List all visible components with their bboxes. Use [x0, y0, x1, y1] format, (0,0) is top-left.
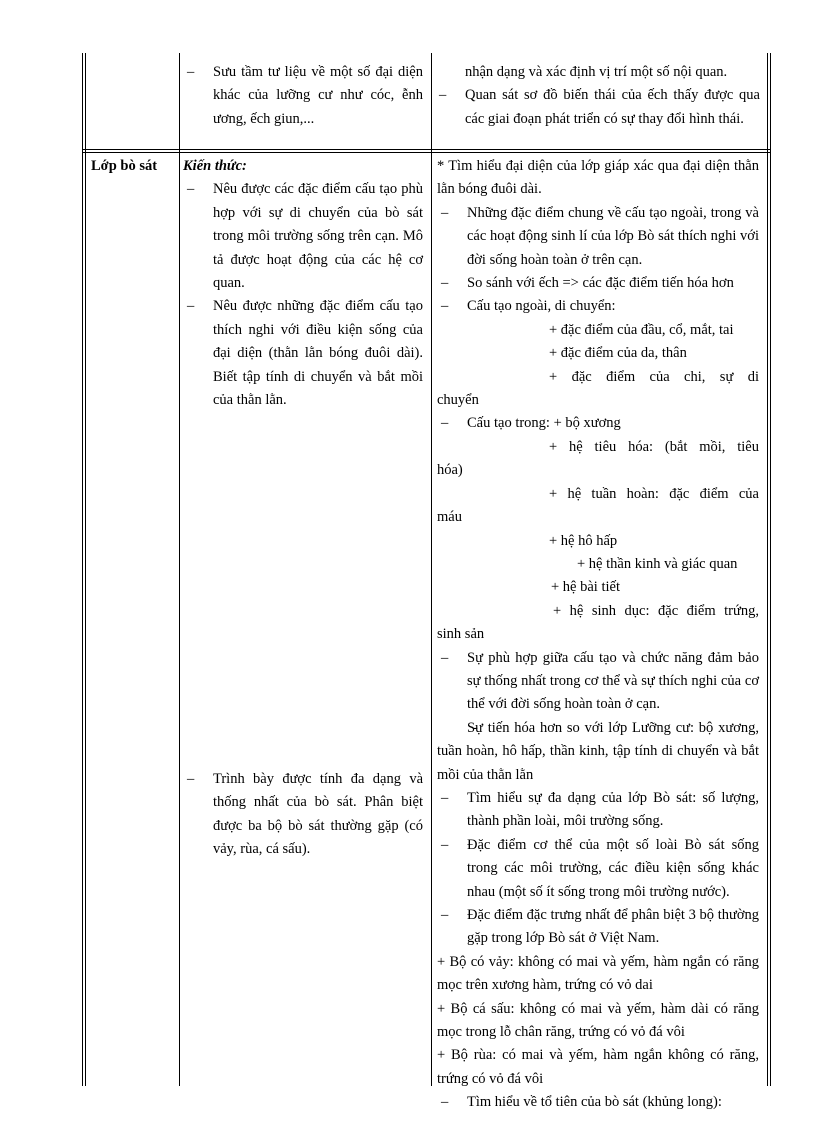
activity-sub-cont: chuyển: [437, 392, 479, 409]
diversity-cell: [183, 768, 423, 862]
activity-item: – Những đặc điểm chung về cấu tạo ngoài, trong và các hoạt động sinh lí của lớp Bò sát thích nghi với đời sống hoàn toàn ở trên cạn.: [437, 202, 759, 272]
activity-item: – So sánh với ếch => các đặc điểm tiến hóa hơn: [437, 272, 759, 295]
table-border-left-inner: [85, 53, 86, 1086]
activity-item: – Cấu tạo ngoài, di chuyển:: [437, 295, 759, 318]
table-border-right-inner: [770, 53, 771, 1086]
activity-sub: + hệ tuần hoàn: đặc điểm của: [549, 485, 759, 502]
top-right-cell: [435, 61, 760, 131]
knowledge-item: – Nêu được các đặc điểm cấu tạo phù hợp với sự di chuyển của bò sát trong môi trường sống trên cạn. Mô tả được hoạt động của các hệ cơ quan.: [183, 178, 423, 295]
table-divider-2: [431, 53, 432, 1086]
activity-item: - Sự tiến hóa hơn so với lớp Lưỡng cư: bộ xương, tuần hoàn, hô hấp, thần kinh, tập tính di chuyển và bắt mồi của thằn lằn: [437, 717, 759, 787]
activity-item: – Sự phù hợp giữa cấu tạo và chức năng đảm bảo sự thống nhất trong cơ thể và sự thích nghi của cơ thể với đời sống hoàn toàn ở cạn.: [437, 647, 759, 717]
top-middle-cell: [183, 61, 423, 131]
activity-sub: + đặc điểm của đầu, cổ, mắt, tai: [549, 321, 734, 338]
activity-item: – Đặc điểm cơ thể của một số loài Bò sát sống trong các môi trường, các điều kiện sống khác nhau (một số ít sống trong môi trường nước).: [437, 834, 759, 904]
table-divider-1: [179, 53, 180, 1086]
activity-sub-cont: máu: [437, 509, 462, 526]
activity-sub: + đặc điểm của chi, sự di: [549, 368, 759, 385]
activity-sub: + hệ bài tiết: [551, 579, 620, 596]
activity-item: – Đặc điểm đặc trưng nhất để phân biệt 3 bộ thường gặp trong lớp Bò sát ở Việt Nam.: [437, 904, 759, 951]
activity-sub: + hệ tiêu hóa: (bắt mồi, tiêu: [549, 438, 759, 455]
row-separator-inner: [82, 152, 771, 153]
knowledge-item: – Trình bày được tính đa dạng và thống nhất của bò sát. Phân biệt được ba bộ bò sát thường gặp (có vảy, rùa, cá sấu).: [183, 768, 423, 862]
top-right-item: – Quan sát sơ đồ biến thái của ếch thấy được qua các giai đoạn phát triển có sự thay đổi hình thái.: [435, 84, 760, 131]
top-right-line: nhận dạng và xác định vị trí một số nội quan.: [465, 64, 728, 80]
activity-item: – Cấu tạo trong: + bộ xương: [437, 412, 759, 435]
activities-cell: [437, 155, 759, 1115]
activity-item: – Tìm hiểu về tổ tiên của bò sát (khủng long):: [437, 1091, 759, 1114]
knowledge-item: – Nêu được những đặc điểm cấu tạo thích nghi với điều kiện sống của đại diện (thằn lằn bóng đuôi dài). Biết tập tính di chuyển và bắt mồi của thằn lằn.: [183, 295, 423, 412]
table-border-left: [82, 53, 83, 1086]
activity-sub: + hệ thần kinh và giác quan: [577, 555, 738, 572]
activity-item: – Tìm hiểu sự đa dạng của lớp Bò sát: số lượng, thành phần loài, môi trường sống.: [437, 787, 759, 834]
row-separator: [82, 149, 771, 150]
table-border-right: [767, 53, 768, 1086]
activity-intro: * Tìm hiểu đại diện của lớp giáp xác qua đại diện thằn lằn bóng đuôi dài.: [437, 158, 759, 198]
order-description: + Bộ cá sấu: không có mai và yếm, hàm dài có răng mọc trong lỗ chân răng, trứng có vỏ đá vôi: [437, 1000, 759, 1041]
order-description: + Bộ có vảy: không có mai và yếm, hàm ngắn có răng mọc trên xương hàm, trứng có vỏ dai: [437, 953, 759, 994]
activity-sub: + hệ sinh dục: đặc điểm trứng,: [553, 602, 759, 619]
activity-sub: + hệ hô hấp: [549, 532, 618, 549]
activity-sub-cont: sinh sản: [437, 626, 485, 643]
knowledge-cell: [183, 155, 423, 412]
knowledge-heading: Kiến thức:: [183, 158, 247, 174]
order-description: + Bộ rùa: có mai và yếm, hàm ngắn không có răng, trứng có vỏ đá vôi: [437, 1047, 759, 1087]
section-label: Lớp bò sát: [91, 158, 158, 174]
top-middle-item: – Sưu tầm tư liệu về một số đại diện khác của lưỡng cư như cóc, ễnh ương, ếch giun,...: [183, 61, 423, 131]
activity-sub: + đặc điểm của da, thân: [549, 345, 687, 362]
activity-sub-cont: hóa): [437, 462, 463, 479]
